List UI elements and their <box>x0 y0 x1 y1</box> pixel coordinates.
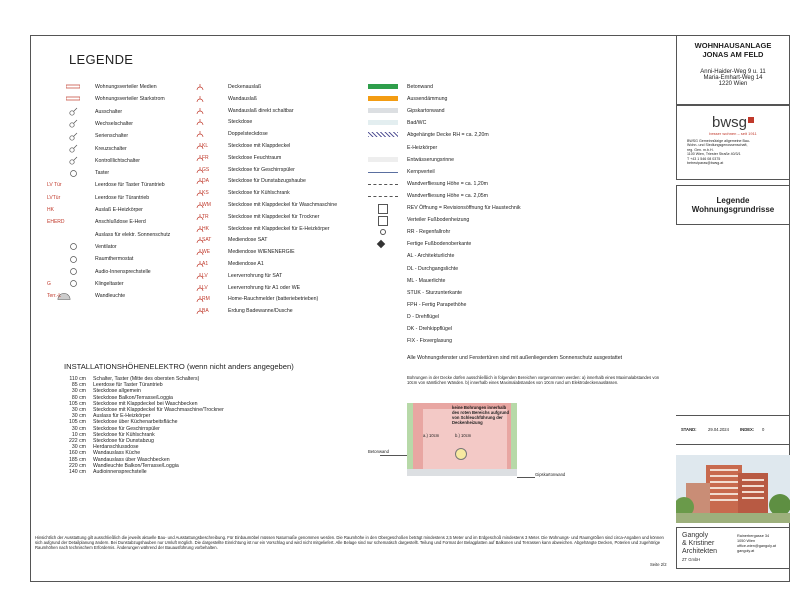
legend-label: Steckdose mit Klappdeckel für Trockner <box>228 213 320 220</box>
legend-swatch <box>378 216 388 226</box>
legend-row <box>55 108 195 117</box>
legend-row <box>55 169 195 178</box>
legend-label: Bad/WC <box>407 120 427 127</box>
install-desc: Wandleuchte Balkon/Terrasse/Loggia <box>93 462 179 469</box>
stand-date: 29.04.2024 <box>708 427 729 432</box>
legend-label: Steckdose mit Klappdeckel für E-Heizkörper <box>228 225 330 232</box>
legend-row <box>193 177 363 186</box>
install-height: 10 cm <box>71 431 86 438</box>
leader-line <box>380 455 407 456</box>
legend-row <box>193 295 363 304</box>
install-desc: Wandauslass Küche <box>93 450 141 457</box>
legend-row <box>55 132 195 141</box>
legend-row <box>193 225 363 234</box>
legend-swatch <box>368 196 398 197</box>
legend-label: Steckdose <box>228 119 253 126</box>
circle-symbol-icon <box>66 169 80 177</box>
gips-wall <box>407 469 517 476</box>
legend-label: Auslaß E-Heizkörper <box>95 207 143 213</box>
legend-row <box>193 83 363 92</box>
legend-row <box>368 83 598 92</box>
legend-label: Leerverrohrung für A1 oder WE <box>228 284 301 291</box>
legend-row <box>55 83 195 92</box>
legend-row <box>193 107 363 116</box>
sheet-title-line1: Legende <box>716 196 750 205</box>
gips-wall-label: Gipskartonwand <box>535 472 566 477</box>
legend-row <box>47 206 195 215</box>
install-title: INSTALLATIONSHÖHENELEKTRO (wenn nicht anders angegeben) <box>64 362 294 371</box>
outlet-code: RM <box>202 296 210 303</box>
legend-swatch <box>368 132 398 137</box>
legend-swatch <box>368 157 398 162</box>
outlet-icon <box>193 83 207 91</box>
symbol-code: HK <box>47 207 54 213</box>
architect-name-line: Gangoly <box>682 532 709 539</box>
legend-row <box>368 289 598 298</box>
legend-row <box>193 272 363 281</box>
install-desc: Leerdose für Taster Türantrieb <box>93 382 163 389</box>
architect-name <box>682 532 717 564</box>
install-height: 140 cm <box>68 469 86 475</box>
legend-row <box>193 213 363 222</box>
outlet-code: SAT <box>202 237 212 244</box>
legend-row <box>368 301 598 310</box>
legend-label: Wandauslaß direkt schaltbar <box>228 107 294 114</box>
building-render <box>676 455 790 523</box>
legend-row <box>368 192 598 201</box>
legend-label: Abgehängte Decke RH = ca. 2,20m <box>407 132 489 139</box>
bwsg-tagline: besser wohnen – seit 1911 <box>709 131 757 136</box>
outlet-code: HK <box>202 225 209 232</box>
legend-label: Klingeltaster <box>95 280 124 287</box>
legend-swatch <box>368 84 398 89</box>
install-height: 85 cm <box>71 382 86 389</box>
legend-row <box>368 144 598 153</box>
legend-label: FIX - Fixverglasung <box>407 338 452 345</box>
legend-row <box>193 236 363 245</box>
legend-swatch <box>378 204 388 214</box>
bwsg-info-line: reg. Gen. m.b.H. <box>687 147 714 152</box>
install-height: 30 cm <box>71 444 86 451</box>
install-desc: Wandauslass über Waschbecken <box>93 456 170 463</box>
legend-swatch <box>368 326 390 331</box>
footer-note: Hinsichtlich der Ausstattung gilt ausschließlich die jeweils aktuelle Bau- und Ausstattungsbeschreibung. Für Einbaumöbel müssen Naturmaße genommen werden. Die Raumhöhe in den Obergeschoßen beträgt mindestens 2,5 Meter und im Erdgeschoß mindestens 3 Meter. Die Wohnungs- und Raumgrößen sind circa-Angaben und können sich aufgrund der Detailplanung ändern. Bei Dunstabzugshauben nur Umluft möglich. Die dargestellte Einrichtung ist nur ein Vorschlag und wird nicht mitgeliefert. Alle Belage sind nur schematisch dargestellt. Teilung und Format der Belagplatten auf Balkonen und Terrassen kann abweichen. Abgehängte Decken, Poterien und zugehörige Raumhöhen nach technischem Erfordernis. Änderungen während der Bauausführung vorbehalten. <box>35 535 664 550</box>
legend-swatch <box>368 302 390 307</box>
legend-label: Aussendämmung <box>407 96 448 103</box>
project-line2: JONAS AM FELD <box>702 50 764 59</box>
thermo-symbol-icon <box>66 255 80 263</box>
install-desc: Steckdose mit Klappdeckel für Waschmaschine/Trockner <box>93 407 224 413</box>
install-desc: Audioinnensprechstelle <box>93 469 147 475</box>
legend-row <box>55 255 195 264</box>
legend-row <box>55 157 195 166</box>
legend-label: Fertige Fußbodenoberkante <box>407 241 472 248</box>
legend-label: Betonwand <box>407 84 433 90</box>
bwsg-info <box>687 139 789 165</box>
install-height: 222 cm <box>68 438 86 444</box>
legend-swatch <box>368 253 390 258</box>
install-height: 185 cm <box>68 456 86 463</box>
legend-label: Leerdose für Taster Türantrieb <box>95 182 165 189</box>
legend-label: Wandverfliesung Höhe = ca. 1,20m <box>407 180 488 187</box>
legend-label: Entwässerungsrinne <box>407 156 455 163</box>
legend-swatch <box>368 266 390 271</box>
legend-row <box>193 154 363 163</box>
legend-swatch <box>368 172 398 173</box>
legend-swatch <box>368 108 398 113</box>
switch-symbol-icon <box>66 108 80 116</box>
legend-label: RR - Regenfallrohr <box>407 229 451 236</box>
install-height: 30 cm <box>71 413 86 420</box>
install-desc: Steckdose für Dunstabzug <box>93 438 154 444</box>
install-desc: Auslass für E-Heizkörper <box>93 413 151 420</box>
legend-row <box>368 180 598 189</box>
symbol-code: EHERD <box>47 219 65 226</box>
legend-label: Wandauslaß <box>228 95 257 102</box>
dim-b-label: b.) 10cm <box>455 433 472 438</box>
install-desc: Steckdose über Küchenarbeitsfläche <box>93 419 178 426</box>
legend-row <box>193 95 363 104</box>
architect-box <box>676 527 790 569</box>
legend-row <box>47 292 195 301</box>
legend-label: Wandleuchte <box>95 293 126 300</box>
legend-row <box>193 189 363 198</box>
legend-label: Leerverrohrung für SAT <box>228 272 283 279</box>
legend-row <box>193 248 363 257</box>
symbol-code: LVTür <box>47 194 61 201</box>
address-line: Anni-Haider-Weg 9 u. 11 <box>700 69 766 75</box>
bwsg-info-line: Wohn- und Siedlungsgenossenschaft, <box>687 143 748 148</box>
install-desc: Schalter, Taster (Mitte des obersten Schalters) <box>93 376 200 382</box>
legend-label: Wohnungsverteiler Medien <box>95 84 157 90</box>
legend-row <box>368 204 598 213</box>
legend-label: STUK - Sturzunterkante <box>407 289 463 296</box>
install-desc: Steckdose allgemein <box>93 388 141 395</box>
legend-row <box>368 216 598 225</box>
legend-row <box>193 166 363 175</box>
legend-row <box>368 168 598 177</box>
legend-row <box>55 231 195 240</box>
outlet-code: GS <box>202 166 210 173</box>
install-desc: Steckdose mit Klappdeckel bei Waschbecken <box>93 400 198 407</box>
legend-label: Steckdose mit Klappdeckel für Waschmaschine <box>228 202 338 208</box>
legend-swatch <box>380 229 386 235</box>
install-height: 30 cm <box>71 425 86 432</box>
legend-swatch <box>368 145 390 150</box>
dim-a-label: a.) 10cm <box>423 433 440 438</box>
legend-swatch <box>368 278 390 283</box>
legend-row <box>47 280 195 289</box>
outlet-icon <box>193 95 207 103</box>
install-desc: Steckdose Balkon/Terrasse/Loggia <box>93 394 173 401</box>
legend-row <box>368 325 598 334</box>
install-height: 110 cm <box>69 376 86 382</box>
legend-label: Wandverfliesung Höhe = ca. 2,05m <box>407 192 488 199</box>
stand-box <box>676 415 790 445</box>
outlet-code: DA <box>202 178 209 185</box>
legend-label: Wechselschalter <box>95 120 133 127</box>
tree <box>769 494 790 516</box>
install-height: 220 cm <box>68 462 86 469</box>
legend-label: Erdung Badewanne/Dusche <box>228 308 293 315</box>
legend-row <box>47 194 195 203</box>
bwsg-info-line: 1100 Wien, Triester Straße 40/3/1 <box>687 152 741 157</box>
install-desc: Herdanschlussdose <box>93 444 139 451</box>
symbol-icon <box>66 206 80 214</box>
legend-row <box>368 156 598 165</box>
install-height: 105 cm <box>68 400 86 407</box>
symbol-code: LV Tür <box>47 182 62 189</box>
legend-row <box>55 120 195 129</box>
legend-label: Ventilator <box>95 243 117 250</box>
legend-label: Gipskartonwand <box>407 108 445 115</box>
legend-label: Mediendose A1 <box>228 261 264 267</box>
install-height: 80 cm <box>71 394 86 401</box>
outlet-icon <box>193 107 207 115</box>
legend-label: Steckdose mit Klappdeckel <box>228 143 291 149</box>
contact-line: Rainerbergasse 34 <box>737 534 770 538</box>
outlet-code: A1 <box>202 261 209 267</box>
outlet-code: WE <box>202 249 211 256</box>
architect-contact <box>737 534 776 554</box>
legend-label: Mediendose SAT <box>228 237 268 244</box>
bwsg-info-line: BWSG Gemeinnützige allgemeine Bau- <box>687 139 751 143</box>
outlet-icon <box>193 130 207 138</box>
legend-row <box>193 307 363 316</box>
sheet-title-line2: Wohnungsgrundrisse <box>691 205 775 214</box>
legend-label: Steckdose für Dunstabzugshaube <box>228 178 306 185</box>
architect-name-line: Architekten <box>682 548 718 555</box>
legend-row <box>368 337 598 346</box>
legend-row <box>368 107 598 116</box>
legend-row <box>55 243 195 252</box>
line-symbol-icon <box>66 95 80 103</box>
legend-label: Anschlußdose E-Herd <box>95 219 146 226</box>
legend-row <box>368 131 598 140</box>
legend-row <box>368 313 598 322</box>
contact-line: gangoly.at <box>737 549 755 553</box>
legend-label: Wohnungsverteiler Starkstrom <box>95 96 165 103</box>
bwsg-info-line: T +43 1 546 08 0375 <box>687 156 721 161</box>
legend-row <box>193 142 363 151</box>
legend-title: LEGENDE <box>69 52 134 67</box>
logo-square-icon <box>748 117 754 123</box>
legend-label: ML - Mauerlichte <box>407 277 446 284</box>
legend-label: E-Heizkörper <box>407 144 438 151</box>
legend-row <box>368 95 598 104</box>
legend-label: Raumthermostat <box>95 256 134 263</box>
legend-row <box>193 260 363 269</box>
legend-swatch <box>368 290 390 295</box>
install-height: 105 cm <box>68 419 86 426</box>
legend-label: FPH - Fertig Parapethöhe <box>407 301 467 308</box>
legend-label: Taster <box>95 170 110 177</box>
stand-label: STAND: <box>681 427 697 432</box>
legend-label: Mediendose WIENENERGIE <box>228 249 295 256</box>
fan-symbol-icon <box>66 243 80 251</box>
outlet-code: BA <box>202 308 209 315</box>
legend-label: Ausschalter <box>95 108 123 115</box>
legend-row <box>193 201 363 210</box>
legend-label: Leerdose für Türantrieb <box>95 194 150 201</box>
legend-label: DK - Drehkippflügel <box>407 326 452 332</box>
legend-row <box>368 252 598 261</box>
outlet-code: FR <box>202 154 209 161</box>
line-symbol-icon <box>66 83 80 91</box>
legend-label: Kernpverteil <box>407 168 435 175</box>
no-drill-label: keine Bohrungen innerhalb des roten Bereichs aufgrund von Schleuchführung der Deckenheizung <box>452 405 510 425</box>
legend-row <box>368 119 598 128</box>
legend-label: D - Drehflügel <box>407 313 440 320</box>
outlet-code: LV <box>202 272 208 279</box>
install-height: 30 cm <box>71 407 86 413</box>
legend-label: Kontrolllichtschalter <box>95 157 140 164</box>
legend-row <box>368 240 598 249</box>
legend-row <box>368 277 598 286</box>
page-number: Seite 2/2 <box>650 562 667 567</box>
bwsg-info-line: betreutparas@bwsg.at <box>687 161 724 166</box>
bwsg-logo <box>677 114 789 131</box>
legend-label: Steckdose für Kühlschrank <box>228 190 290 197</box>
legend-swatch <box>368 338 390 343</box>
install-desc: Steckdose für Geschirrspüler <box>93 425 160 432</box>
legend-row <box>55 145 195 154</box>
switch-symbol-icon <box>66 132 80 140</box>
legend-label: Home-Rauchmelder (batteriebetrieben) <box>228 296 319 303</box>
switch-symbol-icon <box>66 145 80 153</box>
install-height: 30 cm <box>71 388 86 395</box>
ceiling-outlet-icon <box>455 448 467 460</box>
legend-label: Deckenauslaß <box>228 84 262 90</box>
legend-label: DL - Durchgangslichte <box>407 265 459 272</box>
legend-swatch <box>368 120 398 125</box>
legend-label: Steckdose Feuchtraum <box>228 154 282 161</box>
legend-row <box>193 284 363 293</box>
switch-symbol-icon <box>66 157 80 165</box>
symbol-code: Terr.-L <box>47 293 62 300</box>
legend-row <box>47 218 195 227</box>
legend-swatch <box>368 314 390 319</box>
legend-label: Audio-Innensprechstelle <box>95 268 151 275</box>
legend-label: Doppelsteckdose <box>228 131 268 138</box>
legend-row <box>55 268 195 277</box>
outlet-code: KS <box>202 190 209 197</box>
architect-sub: ZT GmbH <box>682 557 701 562</box>
legend-row <box>368 265 598 274</box>
legend-label: Verteiler Fußbodenheizung <box>407 217 470 224</box>
client-box <box>676 105 790 180</box>
symbol-icon <box>66 181 80 189</box>
bell-symbol-icon <box>66 280 80 288</box>
outlet-icon <box>193 118 207 126</box>
architect-name-line: & Kristiner <box>682 540 715 547</box>
beton-wall-label: Betonwand <box>368 449 389 454</box>
windows-note: Alle Wohnungsfenster und Fenstertüren sind mit außenliegendem Sonnenschutz ausgestattet <box>407 355 623 361</box>
building-tower <box>706 465 742 515</box>
symbol-icon <box>66 194 80 202</box>
outlet-code: KL <box>202 143 209 149</box>
contact-line: 1050 Wien <box>737 539 756 543</box>
project-line1: WOHNHAUSANLAGE <box>694 41 772 50</box>
legend-label: AL - Architekturlichte <box>407 253 455 260</box>
legend-row <box>55 95 195 104</box>
legend-row <box>193 130 363 139</box>
legend-row <box>47 181 195 190</box>
address-line: Maria-Emhart-Weg 14 <box>703 75 763 81</box>
legend-row <box>368 228 598 237</box>
legend-row <box>193 118 363 127</box>
switch-symbol-icon <box>66 120 80 128</box>
contact-line: office.wien@gangoly.at <box>737 544 776 548</box>
symbol-code: G <box>47 280 51 287</box>
project-box <box>676 35 790 105</box>
leader-line <box>517 477 535 478</box>
drilling-note: Bohrungen in der Decke dürfen ausschließlich in folgenden Bereichen vorgenommen werden: a) innerhalb eines Maximalabstandes von 10cm von sämtlichen Wänden. b) innerhalb eines Maximalabstandes von 10cm rund um Elektrodeckenauslässen. <box>407 375 660 385</box>
speaker-symbol-icon <box>66 268 80 276</box>
legend-label: Serienschalter <box>95 133 129 140</box>
legend-label: Steckdose für Geschirrspüler <box>228 166 295 173</box>
outlet-code: WM <box>202 202 211 208</box>
legend-swatch <box>377 240 385 248</box>
legend-swatch <box>368 184 398 185</box>
legend-label: REV Öffnung = Revisionsöffnung für Haustechnik <box>407 205 521 211</box>
outlet-code: LV <box>202 284 208 291</box>
install-height: 160 cm <box>68 450 86 457</box>
legend-label: Kreuzschalter <box>95 145 127 152</box>
symbol-icon <box>66 231 80 239</box>
address-line: 1220 Wien <box>718 81 748 87</box>
ground <box>676 513 790 523</box>
bwsg-logo-text: bwsg <box>711 114 748 131</box>
legend-swatch <box>368 96 398 101</box>
sheet-title-box <box>676 185 790 225</box>
index-value: 0 <box>762 427 765 432</box>
install-desc: Steckdose für Kühlschrank <box>93 431 155 438</box>
index-label: INDEX: <box>740 427 755 432</box>
symbol-icon <box>66 218 80 226</box>
legend-label: Auslass für elektr. Sonnenschutz <box>95 231 171 238</box>
outlet-code: TR <box>202 213 209 220</box>
